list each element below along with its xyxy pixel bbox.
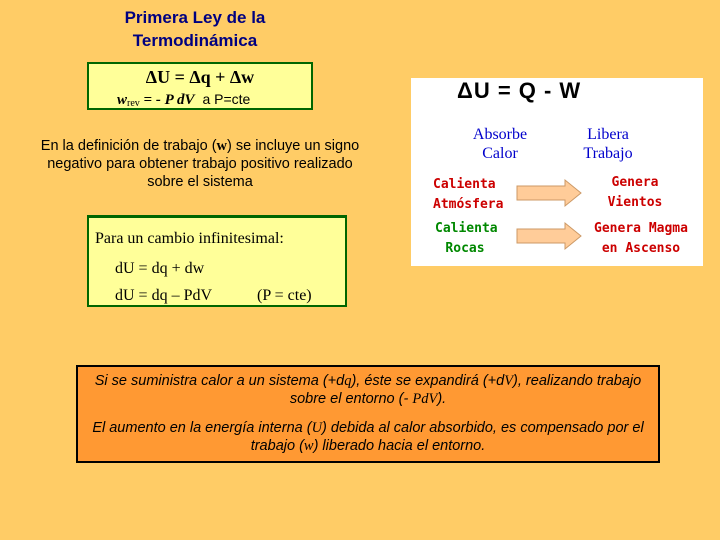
- arrow-right-icon: [515, 221, 585, 251]
- label-en-ascenso: en Ascenso: [601, 241, 681, 256]
- diagram-calienta-atmosfera: [433, 175, 503, 215]
- p1-part-b: ), éste se expandirá (+d: [351, 373, 505, 389]
- p1-q: q: [344, 373, 352, 389]
- explanation-before: En la definición de trabajo (: [40, 138, 217, 154]
- infinitesimal-change-box: [87, 215, 347, 307]
- diagram-header-absorbe-calor: [455, 125, 545, 163]
- energy-diagram: [411, 78, 703, 266]
- header-libera: Libera: [587, 126, 629, 143]
- reversible-work-equation: [117, 91, 250, 109]
- label-vientos: Vientos: [607, 195, 663, 210]
- p2-part-c: ) liberado hacia el entorno.: [313, 438, 486, 454]
- diagram-header-libera-trabajo: [563, 125, 653, 163]
- header-trabajo: Trabajo: [583, 145, 633, 162]
- diagram-calienta-rocas: [435, 219, 498, 259]
- p1-part-c: ), realizando trabajo sobre el entorno (-: [289, 373, 642, 407]
- work-sign-explanation: [40, 137, 360, 191]
- p1-PdV: PdV: [412, 391, 438, 407]
- p2-part-a: El aumento en la energía interna (: [92, 420, 312, 436]
- work-symbol: w: [117, 92, 128, 108]
- summary-box: [76, 365, 660, 463]
- p2-part-b: ) debida al calor absorbido, es compensado por el trabajo (: [250, 420, 644, 454]
- infinitesimal-condition: (P = cte): [257, 287, 312, 304]
- label-calienta-1: Calienta: [433, 177, 496, 192]
- label-calienta-2: Calienta: [435, 221, 498, 236]
- explanation-w: w: [216, 138, 228, 154]
- header-calor: Calor: [482, 145, 518, 162]
- infinitesimal-title: Para un cambio infinitesimal:: [95, 230, 284, 247]
- p1-V: V: [504, 373, 514, 389]
- work-expression: = - P dV: [139, 92, 195, 108]
- label-rocas: Rocas: [445, 241, 485, 256]
- label-genera-1: Genera: [611, 175, 659, 190]
- label-atmosfera: Atmósfera: [433, 197, 504, 212]
- explanation-after: ) se incluye un signo negativo para obtener trabajo positivo realizado sobre el sistema: [47, 138, 360, 190]
- diagram-genera-vientos: [595, 173, 675, 213]
- header-absorbe: Absorbe: [472, 126, 528, 143]
- work-condition: a P=cte: [202, 91, 251, 107]
- p1-part-d: ).: [437, 391, 447, 407]
- diagram-genera-magma: [589, 219, 693, 259]
- infinitesimal-equation-1: dU = dq + dw: [115, 260, 205, 277]
- title-line-1: Primera Ley de la: [124, 8, 266, 27]
- work-subscript: rev: [127, 98, 140, 109]
- first-law-equation: ΔU = Δq + Δw: [145, 67, 255, 87]
- title-line-2: Termodinámica: [132, 31, 258, 50]
- p2-w: w: [303, 438, 314, 454]
- summary-paragraph-1: [78, 372, 658, 408]
- p1-part-a: Si se suministra calor a un sistema (+d: [94, 373, 345, 389]
- first-law-equation-box: [87, 62, 313, 110]
- infinitesimal-equation-2: dU = dq – PdV: [115, 287, 213, 304]
- p2-U: U: [311, 420, 323, 436]
- slide-title: [80, 6, 310, 52]
- summary-paragraph-2: [78, 419, 658, 455]
- label-genera-magma: Genera Magma: [594, 221, 688, 236]
- diagram-equation: ΔU = Q - W: [457, 78, 582, 103]
- arrow-right-icon: [515, 178, 585, 208]
